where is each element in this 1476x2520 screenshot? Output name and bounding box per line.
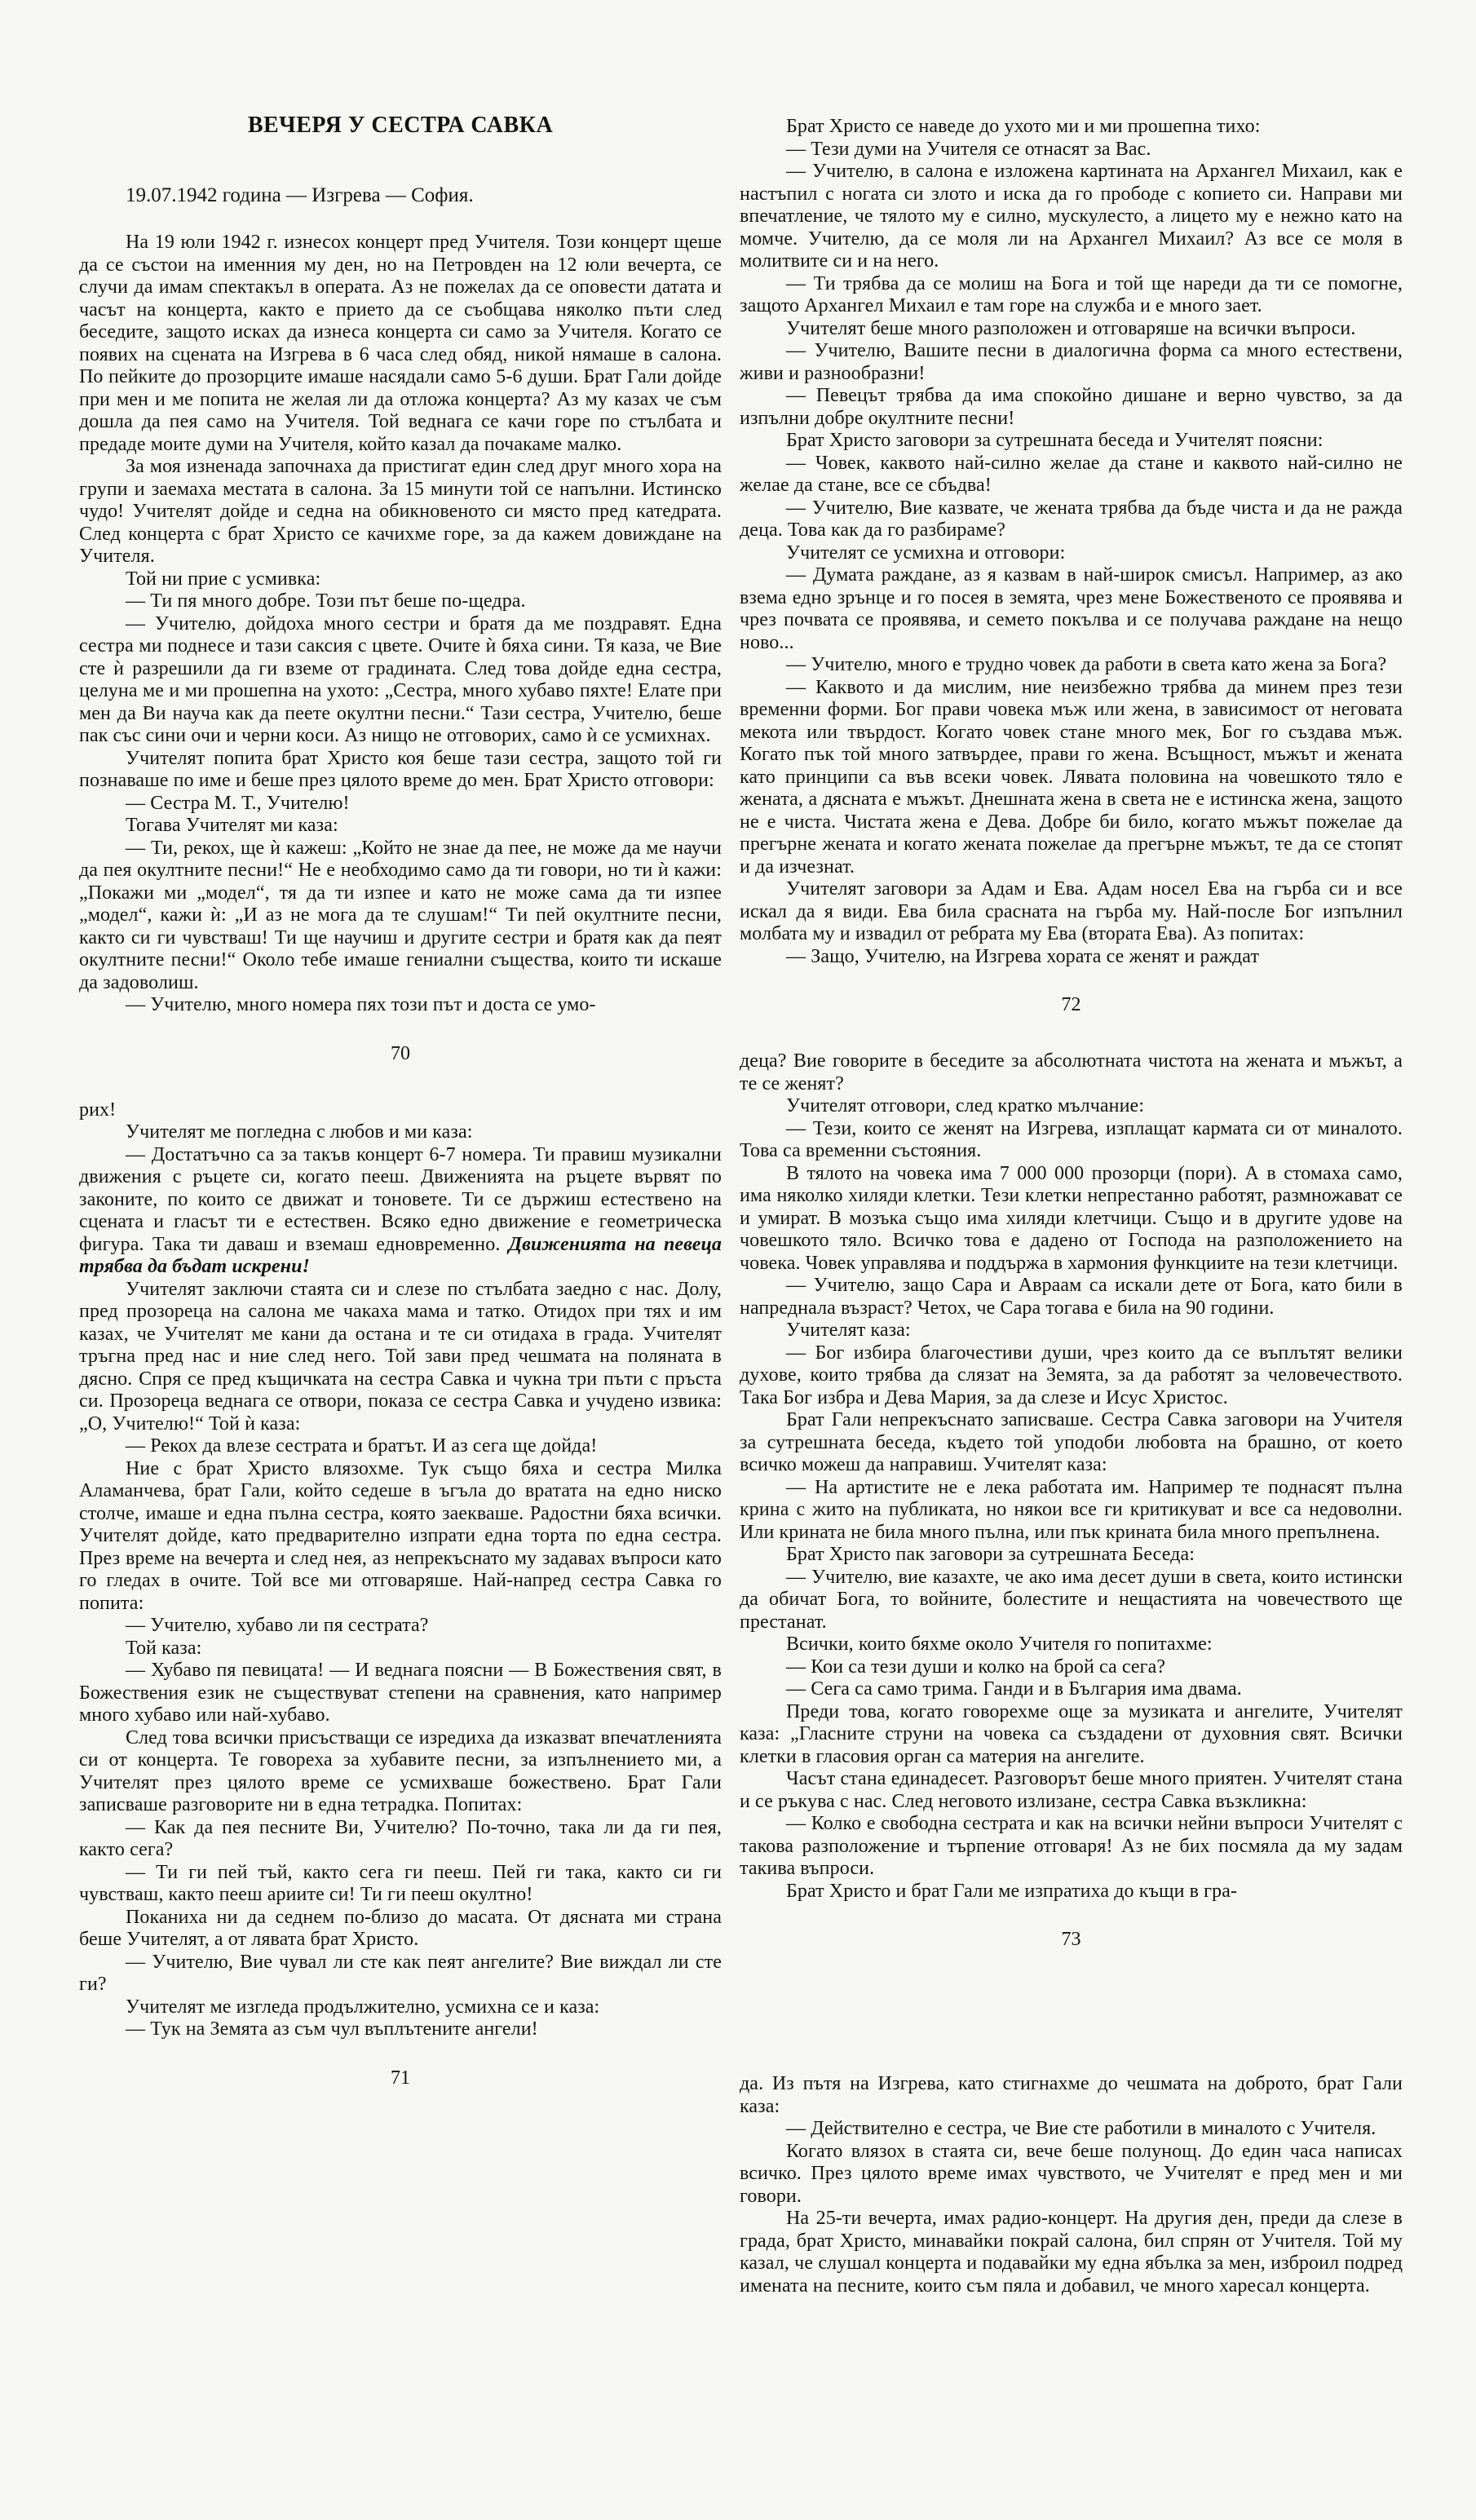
- dialogue-paragraph: — Рекох да влезе сестрата и братът. И аз сега ще дойда!: [126, 1435, 598, 1457]
- paragraph: Всички, които бяхме около Учителя го попитахме:: [786, 1634, 1213, 1655]
- paragraph: Учителят заключи стаята си и слезе по стълбата заедно с нас. Долу, пред прозореца на салона ме чакаха мама и татко. Отидох при тях и им казах, че Учителят ме кани да остана и те си отидаха в града. Учителят тръгна пред нас и ние след него. Той зави пред чешмата на поляната в дясно. Спря се пред къщичката на сестра Савка и чукна три пъти с пръста си. Прозореца веднага се отвори, показа се сестра Савка и учудено извика: „О, Учителю!“ Той ѝ каза:: [79, 1278, 722, 1435]
- paragraph: Той каза:: [126, 1637, 202, 1659]
- right-column: [740, 0, 1403, 2297]
- paragraph: Брат Гали непрекъснато записваше. Сестра Савка заговори на Учителя за сутрешната беседа, където той уподоби любовта на брашно, от което всичко можеш да направиш. Учителят каза:: [740, 1409, 1403, 1475]
- dialogue-paragraph: — Думата раждане, аз я казвам в най-широк смисъл. Например, аз ако взема едно зрънце и го посея в земята, чрез мене Божественото се проявява и чрез почвата се проявява, и семето покълва и се получава раждане на нещо ново...: [740, 564, 1403, 653]
- dateline: 19.07.1942 година — Изгрева — София.: [126, 184, 474, 206]
- page-number-71: 71: [391, 2067, 410, 2089]
- dialogue-paragraph: — Защо, Учителю, на Изгрева хората се женят и раждат: [786, 945, 1260, 967]
- dialogue-paragraph: — Учителю, защо Сара и Авраам са искали дете от Бога, като били в напреднала възраст? Четох, че Сара тогава е била на 90 години.: [740, 1275, 1403, 1319]
- dialogue-paragraph: — Ти трябва да се молиш на Бога и той ще нареди да ти се помогне, защото Архангел Михаил е там горе на служба и е много зает.: [740, 272, 1403, 316]
- paragraph: Учителят ме погледна с любов и ми каза:: [126, 1121, 473, 1143]
- continuation-paragraph: да. Из пътя на Изгрева, като стигнахме до чешмата на доброто, брат Гали каза:: [740, 2073, 1403, 2117]
- dialogue-paragraph: — Учителю, много номера пях този път и доста се умо-: [126, 994, 596, 1015]
- paragraph: Поканиха ни да седнем по-близо до масата. От дясната ми страна беше Учителят, а от лявата брат Христо.: [79, 1906, 722, 1950]
- paragraph: Преди това, когато говорехме още за музиката и ангелите, Учителят каза: „Гласните струни на човека са създадени от духовния свят. Всички клетки в гласовия орган са материя на ангелите.: [740, 1700, 1403, 1767]
- paragraph: Брат Христо се наведе до ухото ми и ми прошепна тихо:: [786, 116, 1261, 137]
- paragraph: Брат Христо и брат Гали ме изпратиха до къщи в гра-: [786, 1880, 1238, 1902]
- dialogue-paragraph: — Тези, които се женят на Изгрева, изплащат кармата си от миналото. Това са временни състояния.: [740, 1117, 1403, 1161]
- dialogue-paragraph: — На артистите не е лека работата им. Например те поднасят пълна крина с жито на публиката, но някои все ги критикуват и все са недоволни. Или крината не била много пълна, или пък крината била много препълнена.: [740, 1476, 1403, 1543]
- paragraph: Когато влязох в стаята си, вече беше полунощ. До един часа написах всичко. През цялото време имах чувството, че Учителят е пред мен и ми говори.: [740, 2140, 1403, 2207]
- emphasized-text: Движенията на певеца трябва да бъдат искрени!: [79, 1233, 722, 1277]
- dialogue-paragraph: — Човек, каквото най-силно желае да стане и каквото най-силно не желае да стане, все се сбъдва!: [740, 452, 1403, 496]
- dialogue-paragraph: — Действително е сестра, че Вие сте работили в миналото с Учителя.: [786, 2118, 1377, 2139]
- paragraph: Учителят отговори, след кратко мълчание:: [786, 1095, 1145, 1116]
- dialogue-paragraph: — Бог избира благочестиви души, чрез които да се въплътят велики духове, които трябва да слязат на Земята, за да работят за человечеството. Така Бог избра и Дева Мария, за да слезе и Исус Христос.: [740, 1342, 1403, 1408]
- paragraph: За моя изненада започнаха да пристигат един след друг много хора на групи и заемаха местата в салона. За 15 минути той се напълни. Истинско чудо! Учителят дойде и седна на обикновеното си място пред катедрата. След концерта с брат Христо се качихме горе, за да кажем довиждане на Учителя.: [79, 456, 722, 567]
- dialogue-paragraph: — Каквото и да мислим, ние неизбежно трябва да минем през тези временни форми. Бог прави човека мъж или жена, в зависимост от неговата мекота или твърдост. Когато човек стане много мек, Бог го създава мъж. Когато пък той много затвърдее, прави го жена. Всъщност, мъжът и жената като принципи са във всеки човек. Лявата половина на човешкото тяло е жената, а дясната е мъжът. Днешната жена в света не е истинска жена, защото не е чиста. Чистата жена е Дева. Добре би било, когато мъжът пожелае да прегърне жената и когато жената пожелае да прегърне мъжът, те да се стопят и да изчезнат.: [740, 676, 1403, 878]
- paragraph: Ние с брат Христо влязохме. Тук също бяха и сестра Милка Аламанчева, брат Гали, който седеше в ъгъла до вратата на едно ниско столче, имаше и една пълна сестра, която заекваше. Радостни бяха всички. Учителят дойде, като предварително изпрати една торта по една сестра. През време на вечерта и след нея, аз непрекъснато му задавах въпроси като го гледах в очите. Той все ми отговаряше. Най-напред сестра Савка го попита:: [79, 1457, 722, 1614]
- paragraph: Учителят заговори за Адам и Ева. Адам носел Ева на гърба си и все искал да я види. Ева била срасната на гърба му. Най-после Бог изпълнил молбата му и извадил от ребрата му Ева (втората Ева). Аз попитах:: [740, 878, 1403, 944]
- paragraph: На 25-ти вечерта, имах радио-концерт. На другия ден, преди да слезе в града, брат Христо, минавайки покрай салона, бил спрян от Учителя. Той му казал, че слушал концерта и подавайки му една ябълка за мен, изброил подред имената на песните, които съм пяла и добавил, че много харесал концерта.: [740, 2208, 1403, 2297]
- continuation-paragraph: рих!: [79, 1099, 117, 1121]
- dialogue-paragraph: — Певецът трябва да има спокойно дишане и верно чувство, за да изпълни добре окултните песни!: [740, 385, 1403, 429]
- page-number-73: 73: [1061, 1929, 1081, 1950]
- dialogue-paragraph: — Ти ги пей тъй, както сега ги пееш. Пей ги така, както си ги чувстваш, както пееш ариите си! Ти ги пееш окултно!: [79, 1861, 722, 1905]
- paragraph: Учителят се усмихна и отговори:: [786, 542, 1066, 564]
- paragraph: В тялото на човека има 7 000 000 прозорци (пори). А в стомаха само, има няколко хиляди клетки. Тези клетки непрестанно работят, размножават се и умират. В мозъка също има хиляди клетчици. Също и в другите удове на човешкото тяло. Всичко това е дадено от Господа на разположението на човека. Човек управлява и поддържа в хармония функциите на тези клетчици.: [740, 1162, 1403, 1274]
- continuation-paragraph: деца? Вие говорите в беседите за абсолютната чистота на жената и мъжът, а те се женят?: [740, 1050, 1403, 1094]
- dialogue-paragraph: — Учителю, вие казахте, че ако има десет души в света, които истински да обичат Бога, то войните, болестите и нещастията на човечеството ще престанат.: [740, 1566, 1403, 1633]
- dialogue-paragraph: — Хубаво пя певицата! — И веднага поясни — В Божествения свят, в Божествения език не съществуват степени на сравнения, като например много хубаво или най-хубаво.: [79, 1660, 722, 1726]
- paragraph: Часът стана единадесет. Разговорът беше много приятен. Учителят стана и се ръкува с нас. След неговото излизане, сестра Савка възкликна:: [740, 1768, 1403, 1812]
- paragraph: Учителят каза:: [786, 1320, 911, 1341]
- dialogue-paragraph: — Колко е свободна сестрата и как на всички нейни въпроси Учителят с такова разположение и търпение отговаря! Аз не бих посмяла да му задам такива въпроси.: [740, 1813, 1403, 1879]
- dialogue-paragraph: — Учителю, в салона е изложена картината на Архангел Михаил, как е настъпил с ногата си злото и иска да го прободе с копието си. Направи ми впечатление, че тялото му е силно, мускулесто, а лицето му е нежно като на момче. Учителю, да се моля ли на Архангел Михаил? Аз все се моля в молитвите си и на него.: [740, 161, 1403, 272]
- paragraph-text: — Достатъчно са за такъв концерт 6-7 номера. Ти правиш музикални движения с ръцете си, когато пееш. Движенията на ръцете вървят по законите, по които се движат и тоновете. Ти се държиш естествено на сцената и гласът ти е естествен. Всяко едно движение е геометрическа фигура. Така ти даваш и вземаш едновременно.: [79, 1143, 722, 1255]
- dialogue-paragraph: — Тези думи на Учителя се отнасят за Вас.: [786, 138, 1151, 160]
- paragraph: Учителят ме изгледа продължително, усмихна се и каза:: [126, 1996, 600, 2018]
- dialogue-paragraph: — Учителю, Вашите песни в диалогична форма са много естествени, живи и разнообразни!: [740, 340, 1403, 384]
- dialogue-paragraph: — Ти, рекох, ще ѝ кажеш: „Който не знае да пее, не може да ме научи да пея окултните песни!“ Не е необходимо само да ти говори, но ти ѝ кажи: „Покажи ми „модел“, тя да ти изпее и като не може сама да ти изпее „модел“, кажи ѝ: „И аз не мога да те слушам!“ Ти пей окултните песни, както си ги чувстваш! Ти ще научиш и другите сестри и братя как да пеят окултните песни!“ Около тебе имаше гениални същества, които ти искаше да задоволиш.: [79, 837, 722, 993]
- dialogue-paragraph: — Учителю, Вие казвате, че жената трябва да бъде чиста и да не ражда деца. Това как да го разбираме?: [740, 497, 1403, 541]
- dialogue-paragraph: [79, 1144, 722, 1279]
- paragraph: Той ни прие с усмивка:: [126, 568, 321, 590]
- dialogue-paragraph: — Ти пя много добре. Този път беше по-щедра.: [126, 590, 526, 612]
- chapter-title: ВЕЧЕРЯ У СЕСТРА САВКА: [247, 113, 554, 138]
- paragraph: Тогава Учителят ми каза:: [126, 815, 338, 836]
- left-column: [79, 0, 722, 2124]
- dialogue-paragraph: — Как да пея песните Ви, Учителю? По-точно, така ли да ги пея, както сега?: [79, 1816, 722, 1860]
- paragraph: Брат Христо заговори за сутрешната беседа и Учителят поясни:: [786, 430, 1324, 451]
- paragraph: Учителят беше много разположен и отговаряше на всички въпроси.: [786, 317, 1356, 339]
- paragraph: На 19 юли 1942 г. изнесох концерт пред Учителя. Този концерт щеше да се състои на именния му ден, но на Петровден на 12 юли вечерта, се случи да имам спектакъл в операта. Аз не пожелах да се оповести датата и часът на концерта, както е прието да се съобщава няколко пъти след беседите, защото исках да изнеса концерта си само за Учителя. Когато се появих на сцената на Изгрева в 6 часа след обяд, никой нямаше в салона. По пейките до прозорците имаше насядали само 5-6 души. Брат Гали дойде при мен и ме попита не желая ли да отложа концерта? Аз му казах че съм дошла да пея само на Учителя. Той веднага се качи горе по стълбата и предаде моите думи на Учителя, който казал да почакаме малко.: [79, 232, 722, 455]
- dialogue-paragraph: — Сега са само трима. Ганди и в България има двама.: [786, 1678, 1242, 1700]
- page-number-72: 72: [1061, 994, 1081, 1015]
- dialogue-paragraph: — Учителю, много е трудно човек да работи в света като жена за Бога?: [786, 654, 1387, 675]
- paragraph: Брат Христо пак заговори за сутрешната Беседа:: [786, 1544, 1195, 1565]
- dialogue-paragraph: — Кои са тези души и колко на брой са сега?: [786, 1656, 1166, 1678]
- dialogue-paragraph: — Тук на Земята аз съм чул въплътените ангели!: [126, 2018, 538, 2040]
- dialogue-paragraph: — Учителю, дойдоха много сестри и братя да ме поздравят. Една сестра ми поднесе и тази саксия с цвете. Очите ѝ бяха сини. Тя каза, че Вие сте ѝ разрешили да ги вземе от градината. След това дойде една сестра, целуна ме и ми прошепна на ухото: „Сестра, много хубаво пяхте! Елате при мен да Ви науча как да пеете окултни песни.“ Тази сестра, Учителю, беше пак със сини очи и черни коси. Аз нищо не отговорих, само ѝ се усмихнах.: [79, 612, 722, 746]
- page-number-70: 70: [391, 1042, 410, 1064]
- paragraph: След това всички присъстващи се изредиха да изказват впечатленията си от концерта. Те говореха за хубавите песни, за изпълнението ми, а Учителят през цялото време се усмихваше божествено. Брат Гали записваше разговорите ни в една тетрадка. Попитах:: [79, 1726, 722, 1815]
- dialogue-paragraph: — Учителю, хубаво ли пя сестрата?: [126, 1615, 429, 1636]
- dialogue-paragraph: — Сестра М. Т., Учителю!: [126, 792, 350, 814]
- paragraph: Учителят попита брат Христо коя беше тази сестра, защото той ги познаваше по име и беше през цялото време до мен. Брат Христо отговори:: [79, 747, 722, 791]
- dialogue-paragraph: — Учителю, Вие чувал ли сте как пеят ангелите? Вие виждал ли сте ги?: [79, 1951, 722, 1995]
